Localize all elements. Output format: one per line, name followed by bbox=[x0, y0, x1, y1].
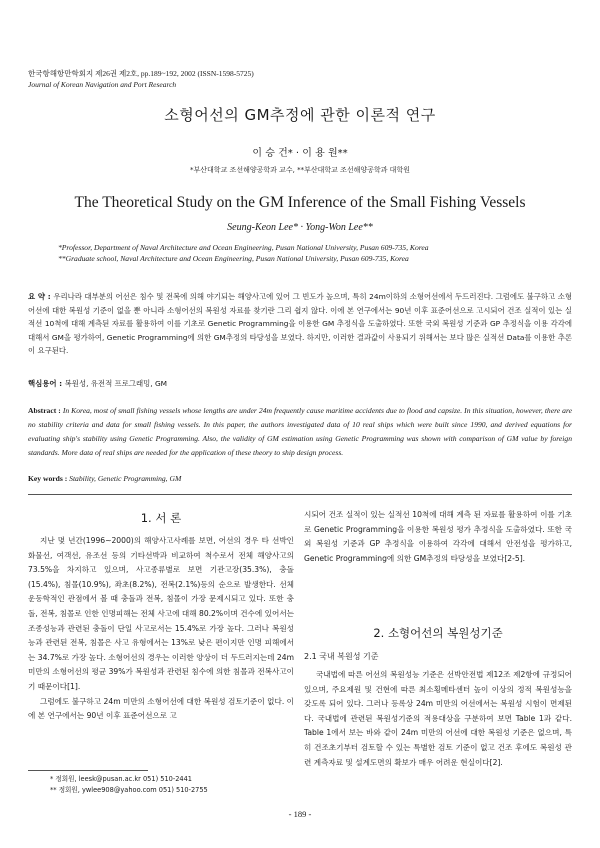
section-2-heading: 2. 소형어선의 복원성기준 bbox=[373, 626, 503, 640]
continuation-paragraph: 시되어 건조 실적이 있는 실적선 10척에 대해 계측 된 자료를 활용하여 이를 기초로 Genetic Programming을 이용한 복원성 평가 추정식을 도출하였다. 또한 국외 복원성 기준과 GP 추정식을 이용하여 각각에 대해서 안전성을 평가하고, Genetic Programming에 의한 GM추정의 타당성을 보였다[2-5]. bbox=[304, 510, 572, 563]
authors-en: Seung-Keon Lee* · Yong-Won Lee** bbox=[227, 222, 373, 233]
keywords-ko-text: 복원성, 유전적 프로그래밍, GM bbox=[64, 379, 168, 388]
affiliation-en-1: *Professor, Department of Naval Architecture and Ocean Engineering, Pusan National University, Pusan 609-735, Korea bbox=[58, 243, 429, 252]
keywords-ko-label: 핵심용어 : bbox=[28, 379, 65, 388]
authors-ko: 이 승 건* · 이 용 원** bbox=[252, 148, 348, 159]
keywords-en-label: Key words : bbox=[28, 474, 70, 483]
keywords-ko bbox=[28, 377, 572, 391]
abstract-ko bbox=[28, 290, 572, 358]
section-2-paragraph: 국내법에 따른 어선의 복원성능 기준은 선박안전법 제12조 제2항에 규정되어 있으며, 주요제원 및 건현에 따른 최소횡메타센터 높이 이상의 정적 복원성능을 갖도록 되어 있다. 그러나 등록상 24m 미만의 어선에서는 복원성 시험이 면제된다. 국내법에 관련된 복원성기준의 적용대상을 구분하여 보면 Table 1과 같다. Table 1에서 보는 바와 같이 24m 미만의 어선에 대한 복원성 기준은 없으며, 특히 건조초기부터 검토할 수 있는 특별한 검토 기준이 없고 건조 후에도 복원성 관련 계측자료 및 설계도면의 확보가 매우 어려운 현실이다[2]. bbox=[304, 670, 572, 767]
affiliation-en bbox=[58, 242, 429, 264]
journal-header bbox=[28, 68, 254, 90]
subsection-2-1-heading: 2.1 국내 복원성 기준 bbox=[304, 652, 379, 661]
journal-name-en: Journal of Korean Navigation and Port Research bbox=[28, 80, 177, 89]
footnote-2: ** 정회원, ywlee908@yahoo.com 051) 510-2755 bbox=[50, 786, 208, 794]
footnote-1: * 정회원, leesk@pusan.ac.kr 051) 510-2441 bbox=[50, 775, 192, 783]
abstract-en-label: Abstract : bbox=[28, 406, 63, 415]
keywords-en bbox=[28, 472, 572, 486]
paper-title-ko: 소형어선의 GM추정에 관한 이론적 연구 bbox=[164, 106, 436, 124]
page-number: - 189 - bbox=[288, 809, 312, 819]
footnote-divider bbox=[28, 770, 148, 771]
section-1-paragraph: 그럼에도 불구하고 24m 미만의 소형어선에 대한 복원성 검토기준이 없다. 이에 본 연구에서는 90년 이후 표준어선으로 고 bbox=[28, 696, 294, 721]
section-1-body bbox=[28, 534, 294, 724]
footnotes bbox=[28, 774, 208, 796]
affiliation-en-2: **Graduate school, Naval Architecture and Ocean Engineering, Pusan National University, Pusan 609-735, Korea bbox=[58, 254, 409, 263]
paper-title-en: The Theoretical Study on the GM Inference of the Small Fishing Vessels bbox=[74, 194, 526, 211]
journal-citation-ko: 한국항해항만학회지 제26권 제2호, pp.189~192, 2002 (ISSN-1598-5725) bbox=[28, 69, 254, 78]
abstract-ko-text: 우리나라 대부분의 어선은 침수 및 전복에 의해 야기되는 해양사고에 있어 그 빈도가 높으며, 특히 24m이하의 소형어선에서 두드러진다. 그럼에도 불구하고 소형어선에 대한 복원성 기준이 없을 뿐 아니라 소형어선의 복원성 자료를 찾기란 그리 쉽지 않다. 이에 본 연구에서는 90년 이후 표준어선으로 고시되어 건조 실적이 있는 실적선 10척에 대해 계측된 자료를 활용하여 이를 기초로 Genetic Programming을 이용한 GM 추정식을 도출하였다. 또한 국외 복원성 기준과 GP 추정식을 이용 각각에 대해서 GM을 평가하여, Genetic Programming에 의한 GM추정의 타당성을 보였다. 하지만, 이러한 결과값이 사용되기 위해서는 보다 많은 실적선 Data를 이용한 추론이 요구된다. bbox=[28, 292, 572, 356]
section-2-body bbox=[304, 668, 572, 770]
keywords-en-text: Stability, Genetic Programming, GM bbox=[69, 474, 182, 483]
affiliation-ko: *부산대학교 조선해양공학과 교수, **부산대학교 조선해양공학과 대학원 bbox=[190, 166, 410, 174]
right-column-continuation bbox=[304, 508, 572, 566]
section-divider bbox=[28, 494, 572, 495]
section-1-paragraph: 지난 몇 년간(1996~2000)의 해양사고사례를 보면, 어선의 경우 타 선박인 화물선, 여객선, 유조선 등의 기타선박과 비교하여 척수로서 전체 해양사고의 73.5%을 차지하고 있으며, 사고종류별로 보면 기관고장(35.3%), 충돌(15.4%), 침몰(10.9%), 좌초(8.2%), 전복(2.1%)등의 순으로 발생한다. 선체운동학적인 관점에서 볼 때 충돌과 전복, 침몰이 가장 문제시되고 있다. 또한 충돌, 전복, 침몰로 인한 인명피해는 전체 사고에 대해 80.2%이며 건수에 있어서는 조종성능과 관련된 충돌이 단일 사고로서는 15.4%로 가장 높다. 그러나 복원성능과 관련된 전복, 침몰은 사고 유형에서는 13%로 낮은 편이지만 인명 피해에서는 34.7%로 가장 높다. 소형어선의 경우는 이러한 양상이 더 두드러지는데 24m 미만의 소형어선의 평균 39%가 복원성과 관련된 침수에 의한 침몰과 전복사고이기 때문이다[1]. bbox=[28, 536, 295, 691]
abstract-en bbox=[28, 404, 572, 460]
abstract-en-text: In Korea, most of small fishing vessels whose lengths are under 24m frequently cause maritime accidents due to flood and capsize. In this situation, however, there are no stability criteria and data for small fishing vessels. In this paper, the authors investigated data of 10 real ships which were built since 1990, and derived equations for evaluating ship's stability using Genetic Programming. Also, the validity of GM estimation using Genetic Programming was shown with comparison of GM value by foreign standards. More data of real ships are needed for the application of these theory to ship design process. bbox=[28, 406, 572, 457]
section-1-heading: 1. 서 론 bbox=[140, 511, 182, 525]
abstract-ko-label: 요 약 : bbox=[28, 292, 54, 301]
